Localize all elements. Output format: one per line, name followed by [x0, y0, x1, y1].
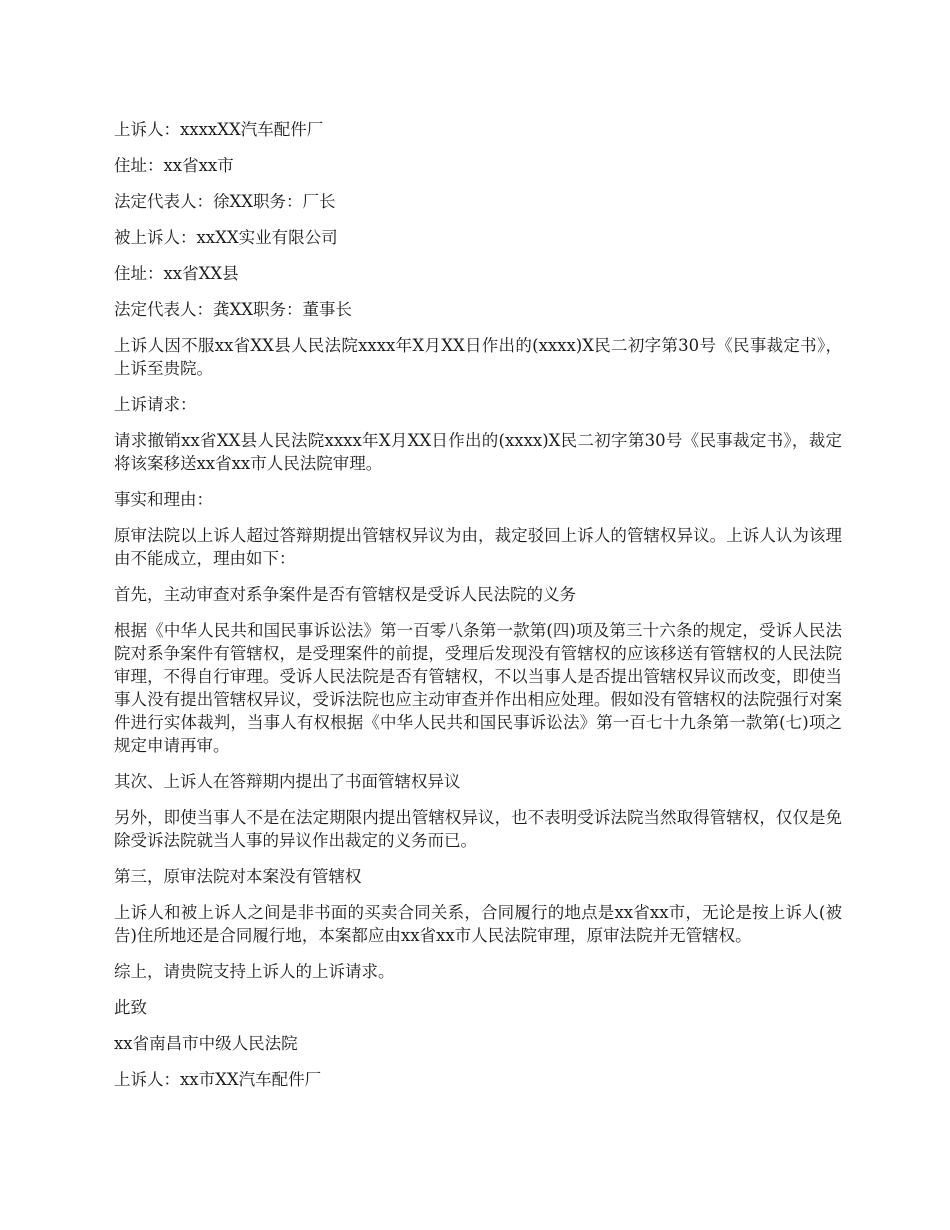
facts-heading: 事实和理由： — [114, 490, 213, 509]
reason-2-body: 另外，即使当事人不是在法定期限内提出管辖权异议，也不表明受诉法院当然取得管辖权，仅仅是免除受诉法院就当人事的异议作出裁定的义务而已。 — [114, 808, 842, 850]
reason-2-heading: 其次、上诉人在答辩期内提出了书面管辖权异议 — [114, 772, 461, 791]
reason-1-heading: 首先，主动审查对系争案件是否有管辖权是受诉人民法院的义务 — [114, 585, 576, 604]
appeal-request-heading: 上诉请求： — [114, 395, 197, 414]
reason-1-body: 根据《中华人民共和国民事诉讼法》第一百零八条第一款第(四)项及第三十六条的规定，受诉人民法院对系争案件有管辖权，是受理案件的前提，受理后发现没有管辖权的应该移送有管辖权的人民法院审理，不得自行审理。受诉人民法院是否有管辖权，不以当事人是否提出管辖权异议而改变，即使当事人没有提出管辖权异议，受诉法院也应主动审查并作出相应处理。假如没有管辖权的法院强行对案件进行实体裁判，当事人有权根据《中华人民共和国民事诉讼法》第一百七十九条第一款第(七)项之规定申请再审。 — [114, 621, 842, 755]
document-body — [114, 118, 842, 1104]
appellee-representative: 法定代表人：龚XX职务：董事长 — [114, 300, 352, 319]
reason-3-heading: 第三，原审法院对本案没有管辖权 — [114, 867, 362, 886]
appeal-request-body: 请求撤销xx省XX县人民法院xxxx年X月XX日作出的(xxxx)X民二初字第30号《民事裁定书》，裁定将该案移送xx省xx市人民法院审理。 — [114, 431, 842, 473]
salutation: 此致 — [114, 998, 147, 1017]
conclusion: 综上，请贵院支持上诉人的上诉请求。 — [114, 962, 395, 981]
appellant-address: 住址：xx省xx市 — [114, 156, 234, 175]
appellant-line: 上诉人：xxxxXX汽车配件厂 — [114, 120, 324, 139]
appellee-line: 被上诉人：xxXX实业有限公司 — [114, 228, 338, 247]
appeal-statement: 上诉人因不服xx省XX县人民法院xxxx年X月XX日作出的(xxxx)X民二初字第30号《民事裁定书》，上诉至贵院。 — [114, 336, 842, 378]
facts-intro: 原审法院以上诉人超过答辩期提出管辖权异议为由，裁定驳回上诉人的管辖权异议。上诉人认为该理由不能成立，理由如下： — [114, 526, 842, 568]
appellant-representative: 法定代表人：徐XX职务：厂长 — [114, 192, 336, 211]
appellee-address: 住址：xx省XX县 — [114, 264, 239, 283]
court-addressee: xx省南昌市中级人民法院 — [114, 1034, 298, 1053]
signature-line: 上诉人：xx市XX汽车配件厂 — [114, 1070, 322, 1089]
reason-3-body: 上诉人和被上诉人之间是非书面的买卖合同关系，合同履行的地点是xx省xx市，无论是按上诉人(被告)住所地还是合同履行地，本案都应由xx省xx市人民法院审理，原审法院并无管辖权。 — [114, 903, 842, 945]
